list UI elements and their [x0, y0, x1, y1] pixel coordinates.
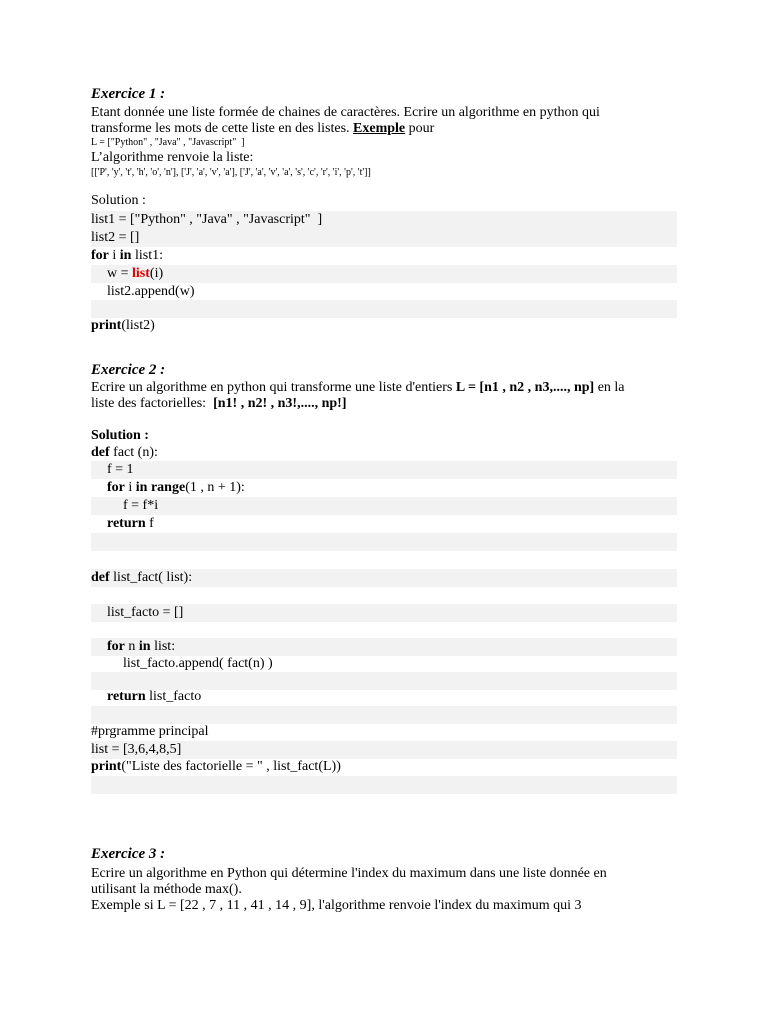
- code-line: [107, 515, 154, 533]
- statement-text: en la: [597, 380, 625, 395]
- statement-bold: [n1! , n2! , n3!,...., np!]: [213, 396, 347, 411]
- exercise-1-solution-label: Solution :: [91, 193, 146, 208]
- code-band: [91, 533, 677, 551]
- exercise-1-result: [['P', 'y', 't', 'h', 'o', 'n'], ['J', 'a', 'v', 'a'], ['J', 'a', 'v', 'a', 's', 'c', 'r', 'i', 'p', 't']]: [91, 167, 371, 178]
- code-text: i: [108, 248, 120, 263]
- exercise-1-statement-line-2: [91, 121, 434, 137]
- exercise-3-statement-line-2: utilisant la méthode max().: [91, 882, 242, 897]
- code-line: [91, 758, 341, 776]
- exercise-1-statement-line-1: Etant donnée une liste formée de chaines de caractères. Ecrire un algorithme en python qui: [91, 105, 600, 120]
- exercise-1-returns-text: L’algorithme renvoie la liste:: [91, 150, 254, 165]
- keyword: in: [119, 248, 132, 263]
- example-label: Exemple: [353, 121, 406, 136]
- code-line: list2.append(w): [107, 284, 195, 299]
- statement-text: Ecrire un algorithme en python qui transforme une liste d'entiers: [91, 380, 453, 395]
- keyword: print: [91, 318, 122, 333]
- code-text: (list2): [121, 318, 155, 333]
- exercise-2-title: Exercice 2 :: [91, 362, 166, 378]
- exercise-3-title: Exercice 3 :: [91, 846, 166, 862]
- exercise-2-statement-line-1: [91, 380, 625, 396]
- exercise-1-title: Exercice 1 :: [91, 86, 166, 102]
- code-line: [107, 265, 163, 283]
- keyword: def: [91, 570, 110, 585]
- code-band: [91, 776, 677, 794]
- code-band: [91, 706, 677, 724]
- code-line: list = [3,6,4,8,5]: [91, 742, 182, 757]
- statement-text: liste des factorielles:: [91, 396, 207, 411]
- keyword: print: [91, 759, 122, 774]
- statement-tail: pour: [408, 121, 435, 136]
- keyword: for: [107, 480, 125, 495]
- keyword: def: [91, 445, 110, 460]
- code-text: n: [124, 639, 139, 654]
- code-line: [91, 247, 163, 265]
- code-text: i: [124, 480, 136, 495]
- code-band: [91, 300, 677, 318]
- code-text: fact (n):: [109, 445, 158, 460]
- code-line: [91, 569, 192, 587]
- statement-bold: L = [n1 , n2 , n3,...., np]: [455, 380, 595, 395]
- keyword: return: [107, 689, 146, 704]
- code-band: [91, 265, 677, 283]
- keyword: in: [138, 639, 151, 654]
- code-text: w =: [107, 266, 133, 281]
- code-band: [91, 461, 677, 479]
- code-line: list_facto.append( fact(n) ): [123, 656, 273, 671]
- code-line: [91, 444, 158, 462]
- code-line: [107, 688, 201, 706]
- code-text: list1:: [131, 248, 163, 263]
- code-text: list_facto: [145, 689, 202, 704]
- code-band: [91, 229, 677, 247]
- code-line: list2 = []: [91, 230, 140, 245]
- code-line: f = 1: [107, 462, 134, 477]
- code-text: f: [145, 516, 154, 531]
- code-text: list:: [150, 639, 176, 654]
- code-band: [91, 638, 677, 656]
- code-line: #prgramme principal: [91, 724, 209, 739]
- code-text: ("Liste des factorielle = " , list_fact(L)): [121, 759, 341, 774]
- builtin-keyword: list: [132, 266, 150, 281]
- code-line: [107, 638, 175, 656]
- exercise-3-statement-line-1: Ecrire un algorithme en Python qui détermine l'index du maximum dans une liste donnée en: [91, 866, 607, 881]
- code-line: [107, 479, 245, 497]
- code-line: list_facto = []: [107, 605, 184, 620]
- keyword: in: [135, 480, 148, 495]
- keyword: return: [107, 516, 146, 531]
- exercise-3-statement-line-3: Exemple si L = [22 , 7 , 11 , 41 , 14 , 9], l'algorithme renvoie l'index du maximum qui 3: [91, 898, 582, 913]
- code-band: [91, 497, 677, 515]
- keyword: range: [147, 480, 186, 495]
- code-text: list_fact( list):: [109, 570, 193, 585]
- keyword: for: [107, 639, 125, 654]
- code-text: (1 , n + 1):: [185, 480, 245, 495]
- exercise-1-example-list: L = ["Python" , "Java" , "Javascript" ]: [91, 137, 245, 148]
- exercise-2-solution-label: Solution :: [91, 428, 149, 443]
- code-line: f = f*i: [123, 498, 159, 513]
- code-line: [91, 317, 155, 335]
- code-line: list1 = ["Python" , "Java" , "Javascript" ]: [91, 212, 323, 227]
- code-text: (i): [149, 266, 164, 281]
- statement-text: transforme les mots de cette liste en des listes.: [91, 121, 350, 136]
- exercise-2-statement-line-2: [91, 396, 346, 412]
- keyword: for: [91, 248, 109, 263]
